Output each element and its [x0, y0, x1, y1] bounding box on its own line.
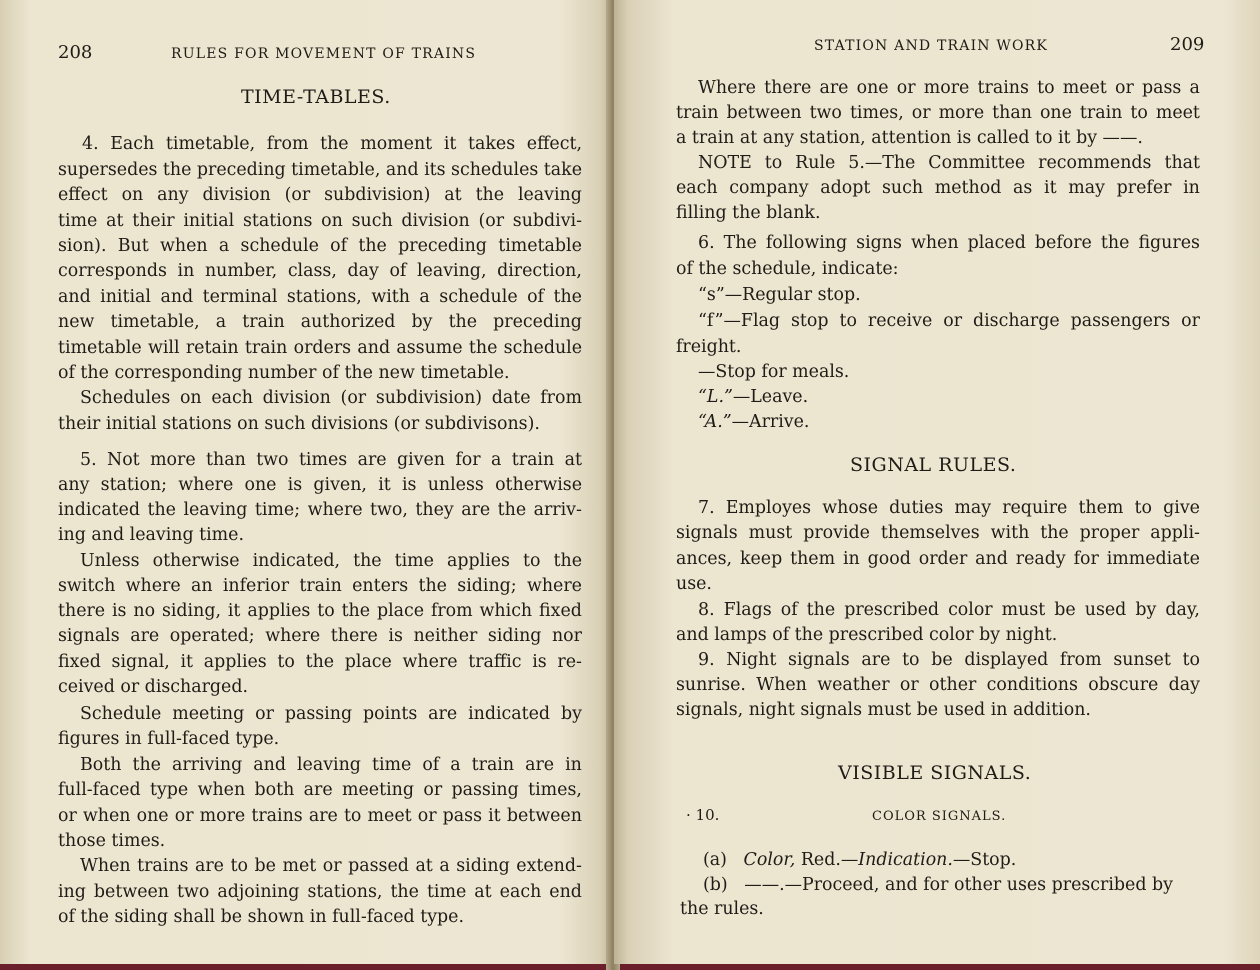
sign-l-label: “L.”: [698, 387, 733, 407]
text-line: time at their initial stations on such division (or subdivi-: [58, 211, 582, 231]
text-line: a train at any station, attention is called to it by ——.: [676, 128, 1143, 148]
text-line: timetable will retain train orders and assume the schedule: [58, 338, 582, 358]
text-line: of the siding shall be shown in full-faced type.: [58, 907, 464, 927]
text-line: there is no siding, it applies to the place from which fixed: [58, 601, 582, 621]
text-line: 7. Employes whose duties may require them to give: [698, 498, 1200, 518]
right-running-head: STATION AND TRAIN WORK: [814, 38, 1049, 54]
text-line: “f”—Flag stop to receive or discharge passengers or: [698, 311, 1200, 331]
left-page: [0, 0, 612, 964]
right-page-number: 209: [1170, 34, 1205, 55]
time-tables-heading: TIME-TABLES.: [241, 86, 391, 108]
text-line: ances, keep them in good order and ready for immediate: [676, 549, 1200, 569]
arrive-text: —Arrive.: [731, 412, 810, 432]
text-line: of the schedule, indicate:: [676, 259, 899, 279]
text-line: any station; where one is given, it is unless otherwise: [58, 475, 582, 495]
leave-text: —Leave.: [732, 387, 809, 407]
indication-word: Indication.: [858, 850, 953, 870]
text-line: switch where an inferior train enters the siding; where: [58, 576, 582, 596]
text-line: full-faced type when both are meeting or passing times,: [58, 780, 582, 800]
text-line: and initial and terminal stations, with a schedule of the: [58, 287, 582, 307]
text-line: new timetable, a train authorized by the preceding: [58, 312, 582, 332]
text-line: figures in full-faced type.: [58, 729, 280, 749]
text-line: supersedes the preceding timetable, and its schedules take: [58, 160, 582, 180]
item-b-text: ——.—Proceed, and for other uses prescribed by: [744, 875, 1173, 895]
text-line: “s”—Regular stop.: [698, 285, 861, 305]
visible-signals-heading: VISIBLE SIGNALS.: [838, 762, 1032, 784]
color-word: Color,: [743, 850, 796, 870]
left-running-head: RULES FOR MOVEMENT OF TRAINS: [171, 46, 477, 62]
text-line: ing between two adjoining stations, the time at each end: [58, 882, 582, 902]
signal-rules-heading: SIGNAL RULES.: [850, 454, 1017, 476]
text-line: 9. Night signals are to be displayed from sunset to: [698, 650, 1200, 670]
text-line: Schedule meeting or passing points are indicated by: [80, 704, 582, 724]
text-line: [698, 384, 808, 410]
text-line: their initial stations on such divisions (or subdivisons).: [58, 414, 540, 434]
text-line: each company adopt such method as it may prefer in: [676, 178, 1200, 198]
color-value: Red.—: [800, 850, 859, 870]
color-signal-b: [703, 872, 1173, 898]
item-b-label: (b): [703, 875, 728, 895]
indication-value: —Stop.: [952, 850, 1017, 870]
text-line: ing and leaving time.: [58, 525, 244, 545]
item-a-label: (a): [703, 850, 727, 870]
color-signal-a: [703, 847, 1016, 873]
text-line: fixed signal, it applies to the place where traffic is re-: [58, 652, 582, 672]
text-line: [698, 409, 809, 435]
text-line: of the corresponding number of the new timetable.: [58, 363, 510, 383]
text-line: signals, night signals must be used in addition.: [676, 700, 1091, 720]
text-line: When trains are to be met or passed at a siding extend-: [80, 856, 582, 876]
text-line: the rules.: [680, 899, 764, 919]
text-line: ceived or discharged.: [58, 677, 249, 697]
text-line: sion). But when a schedule of the preceding timetable: [58, 236, 582, 256]
text-line: signals are operated; where there is neither siding nor: [58, 626, 582, 646]
text-line: signals must provide themselves with the proper appli-: [676, 523, 1200, 543]
color-signals-heading: COLOR SIGNALS.: [872, 809, 1007, 824]
text-line: 8. Flags of the prescribed color must be used by day,: [698, 600, 1200, 620]
text-line: or when one or more trains are to meet or pass it between: [58, 806, 582, 826]
text-line: 6. The following signs when placed before the figures: [698, 233, 1200, 253]
text-line: filling the blank.: [676, 203, 821, 223]
text-line: corresponds in number, class, day of leaving, direction,: [58, 261, 582, 281]
text-line: train between two times, or more than one train to meet: [676, 103, 1200, 123]
text-line: Schedules on each division (or subdivision) date from: [80, 388, 582, 408]
text-line: Both the arriving and leaving time of a train are in: [80, 755, 582, 775]
text-line: —Stop for meals.: [698, 362, 850, 382]
text-line: Unless otherwise indicated, the time applies to the: [80, 551, 582, 571]
text-line: freight.: [676, 337, 742, 357]
text-line: sunrise. When weather or other conditions obscure day: [676, 675, 1200, 695]
right-page: [614, 0, 1260, 964]
text-line: and lamps of the prescribed color by night.: [676, 625, 1058, 645]
text-line: 5. Not more than two times are given for a train at: [80, 450, 582, 470]
left-page-number: 208: [58, 42, 93, 63]
sign-a-label: “A.”: [698, 412, 732, 432]
text-line: 4. Each timetable, from the moment it takes effect,: [82, 134, 582, 154]
rule-10-number: · 10.: [686, 806, 720, 824]
text-line: NOTE to Rule 5.—The Committee recommends that: [698, 153, 1200, 173]
text-line: indicated the leaving time; where two, they are the arriv-: [58, 500, 582, 520]
text-line: effect on any division (or subdivision) at the leaving: [58, 185, 582, 205]
text-line: use.: [676, 574, 712, 594]
text-line: those times.: [58, 831, 166, 851]
text-line: Where there are one or more trains to meet or pass a: [698, 78, 1200, 98]
